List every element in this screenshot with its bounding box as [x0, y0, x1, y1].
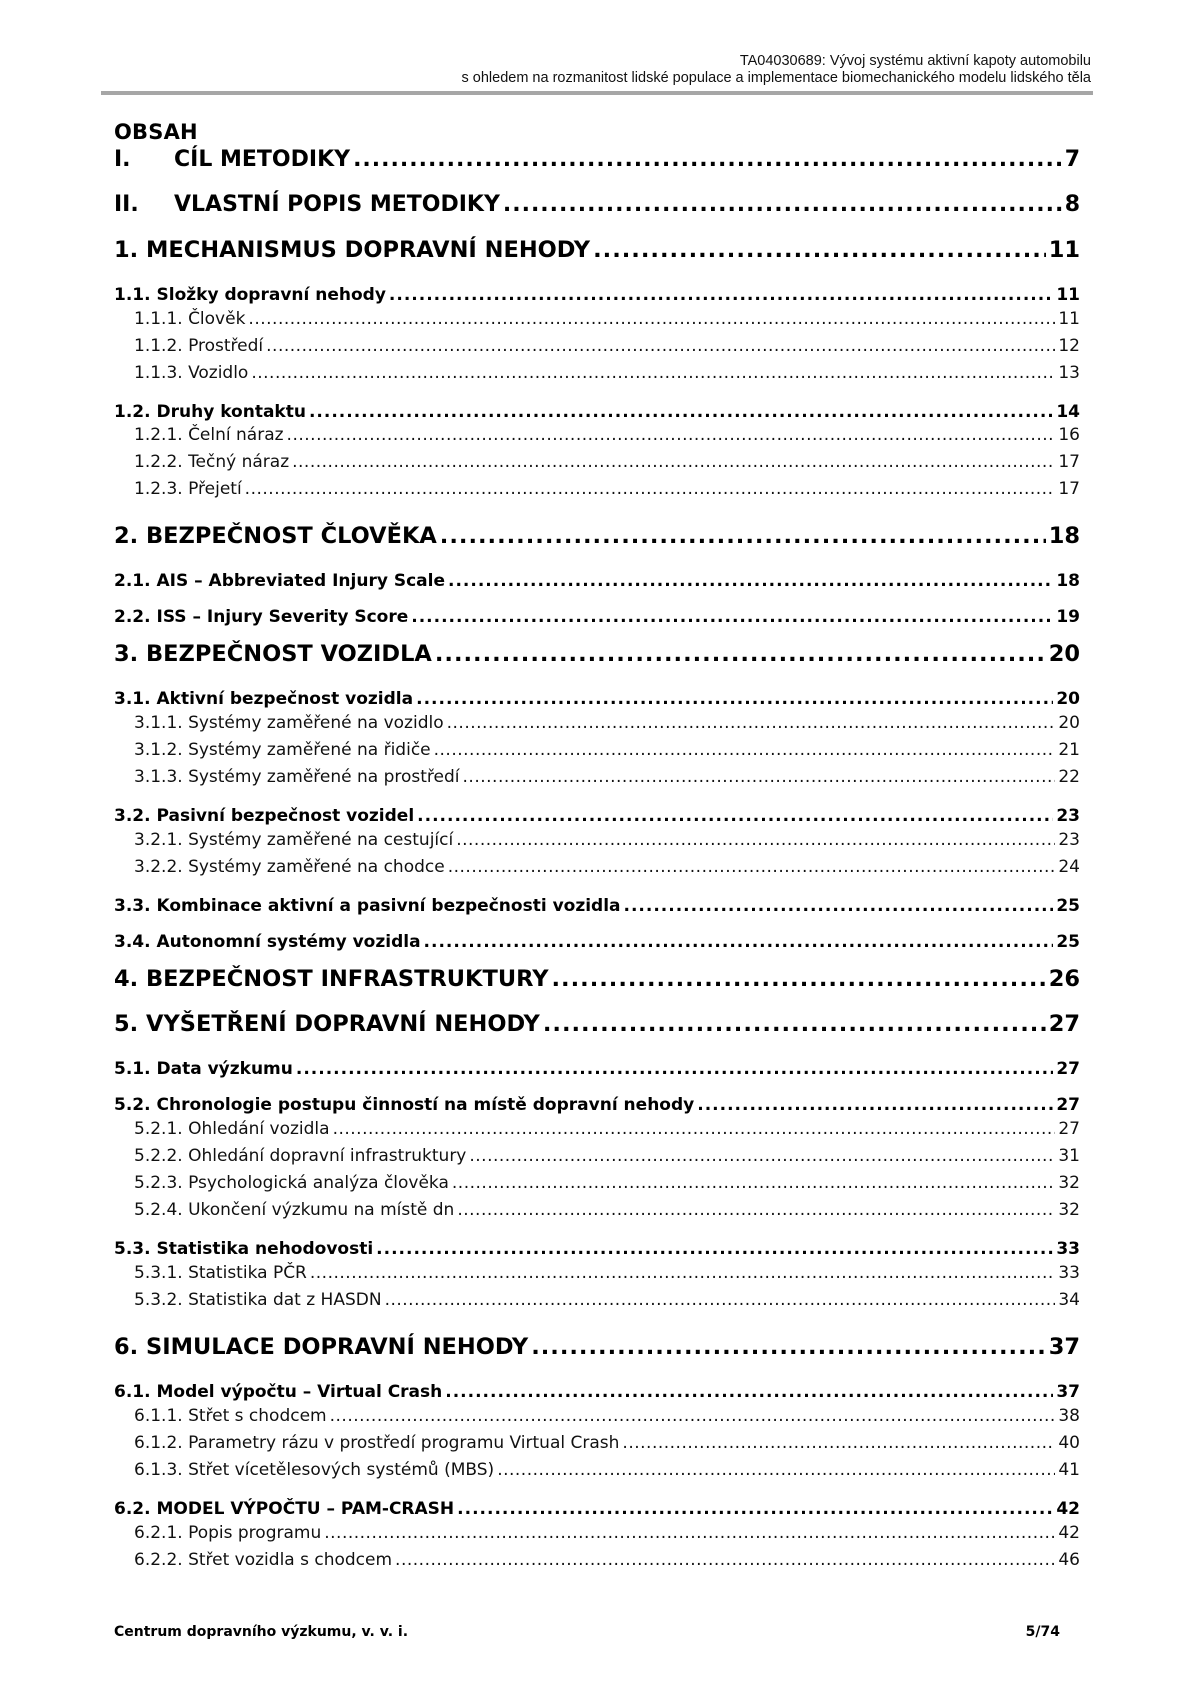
- toc-entry-page-number: 40: [1058, 1433, 1080, 1453]
- dot-leader: [385, 1290, 1056, 1310]
- toc-entry-title: 1.2.2. Tečný náraz: [134, 452, 290, 472]
- toc-entry-page-number: 27: [1048, 1011, 1080, 1037]
- toc-entry-page-number: 42: [1058, 1523, 1080, 1543]
- toc-entry[interactable]: [114, 966, 1080, 992]
- toc-entry[interactable]: [114, 571, 1080, 591]
- toc-entry[interactable]: [114, 641, 1080, 667]
- toc-entry-page-number: 33: [1058, 1263, 1080, 1283]
- toc-entry-title: 2.1. AIS – Abbreviated Injury Scale: [114, 571, 445, 591]
- toc-entry-page-number: 34: [1058, 1290, 1080, 1310]
- toc-entry-page-number: 21: [1058, 740, 1080, 760]
- toc-entry-page-number: 25: [1056, 932, 1080, 952]
- dot-leader: [296, 1059, 1053, 1079]
- toc-entry-page-number: 13: [1058, 363, 1080, 383]
- toc-entry-page-number: 38: [1058, 1406, 1080, 1426]
- dot-leader: [416, 689, 1053, 709]
- toc-entry[interactable]: [114, 452, 1080, 472]
- toc-entry-page-number: 11: [1048, 237, 1080, 263]
- toc-entry-title: 2.2. ISS – Injury Severity Score: [114, 607, 409, 627]
- toc-entry[interactable]: [114, 309, 1080, 329]
- toc-entry[interactable]: [114, 1550, 1080, 1570]
- toc-entry-title: 3.3. Kombinace aktivní a pasivní bezpečnosti vozidla: [114, 896, 621, 916]
- toc-entry-title: 1.1.3. Vozidlo: [134, 363, 249, 383]
- toc-entry-page-number: 20: [1058, 713, 1080, 733]
- dot-leader: [697, 1095, 1053, 1115]
- toc-entry-title: CÍL METODIKY: [174, 147, 351, 172]
- toc-entry-page-number: 37: [1048, 1334, 1080, 1360]
- toc-entry-title: 3.1.3. Systémy zaměřené na prostředí: [134, 767, 460, 787]
- toc-entry-title: VLASTNÍ POPIS METODIKY: [174, 192, 500, 217]
- toc-entry-page-number: 32: [1058, 1200, 1080, 1220]
- toc-entry-title: 3.2. Pasivní bezpečnost vozidel: [114, 806, 415, 826]
- toc-entry-page-number: 23: [1058, 830, 1080, 850]
- dot-leader: [287, 425, 1056, 445]
- toc-entry[interactable]: [114, 1406, 1080, 1426]
- dot-leader: [424, 932, 1054, 952]
- toc-entry[interactable]: [114, 857, 1080, 877]
- toc-entry-page-number: 20: [1048, 641, 1080, 667]
- footer-page-number: 5/74: [1025, 1624, 1060, 1640]
- toc-entry[interactable]: [114, 1119, 1080, 1139]
- toc-entry-title: 6.1. Model výpočtu – Virtual Crash: [114, 1382, 443, 1402]
- toc-entry[interactable]: [114, 336, 1080, 356]
- toc-entry-title: 6.2.1. Popis programu: [134, 1523, 322, 1543]
- toc-entry[interactable]: [114, 830, 1080, 850]
- dot-leader: [503, 192, 1062, 217]
- toc-entry[interactable]: [114, 1460, 1080, 1480]
- toc-entry-title: 5.2.4. Ukončení výzkumu na místě dn: [134, 1200, 455, 1220]
- dot-leader: [248, 309, 1055, 329]
- toc-entry-title: 5.3.2. Statistika dat z HASDN: [134, 1290, 382, 1310]
- toc-entry[interactable]: [114, 1239, 1080, 1259]
- toc-title: OBSAH: [114, 120, 198, 144]
- toc-entry[interactable]: [114, 713, 1080, 733]
- toc-entry-title: 6.2. MODEL VÝPOČTU – PAM-CRASH: [114, 1499, 455, 1519]
- toc-entry[interactable]: [114, 147, 1080, 172]
- toc-entry[interactable]: [114, 1011, 1080, 1037]
- toc-entry-page-number: 19: [1056, 607, 1080, 627]
- toc-entry-page-number: 33: [1056, 1239, 1080, 1259]
- dot-leader: [452, 1173, 1055, 1193]
- toc-entry[interactable]: [114, 523, 1080, 549]
- toc-entry-title: 6. SIMULACE DOPRAVNÍ NEHODY: [114, 1334, 529, 1360]
- dot-leader: [593, 237, 1046, 263]
- toc-entry-page-number: 18: [1056, 571, 1080, 591]
- toc-entry[interactable]: [114, 363, 1080, 383]
- dot-leader: [411, 607, 1053, 627]
- dot-leader: [445, 1382, 1053, 1402]
- toc-entry-title: 1.2. Druhy kontaktu: [114, 402, 306, 422]
- dot-leader: [448, 571, 1053, 591]
- toc-entry[interactable]: [114, 1382, 1080, 1402]
- dot-leader: [440, 523, 1046, 549]
- toc-entry-title: 5.2.1. Ohledání vozidla: [134, 1119, 330, 1139]
- toc-entry-page-number: 8: [1064, 192, 1080, 217]
- dot-leader: [469, 1146, 1055, 1166]
- toc-entry-page-number: 32: [1058, 1173, 1080, 1193]
- toc-entry-title: 3.1.1. Systémy zaměřené na vozidlo: [134, 713, 444, 733]
- toc-entry-title: 3. BEZPEČNOST VOZIDLA: [114, 641, 432, 667]
- toc-entry-page-number: 17: [1058, 452, 1080, 472]
- dot-leader: [309, 402, 1053, 422]
- dot-leader: [376, 1239, 1053, 1259]
- toc-entry-title: 1.1. Složky dopravní nehody: [114, 285, 386, 305]
- dot-leader: [251, 363, 1055, 383]
- toc-entry[interactable]: [114, 1334, 1080, 1360]
- toc-entry-page-number: 25: [1056, 896, 1080, 916]
- toc-entry-page-number: 7: [1064, 147, 1080, 172]
- toc-entry[interactable]: [114, 1146, 1080, 1166]
- toc-entry-title: 3.4. Autonomní systémy vozidla: [114, 932, 421, 952]
- toc-entry[interactable]: [114, 607, 1080, 627]
- header-divider: [101, 91, 1093, 95]
- toc-entry[interactable]: [114, 1173, 1080, 1193]
- dot-leader: [497, 1460, 1055, 1480]
- toc-entry[interactable]: [114, 1059, 1080, 1079]
- toc-entry-title: 3.1. Aktivní bezpečnost vozidla: [114, 689, 414, 709]
- toc-entry-page-number: 20: [1056, 689, 1080, 709]
- toc-entry[interactable]: [114, 402, 1080, 422]
- dot-leader: [333, 1119, 1056, 1139]
- toc-entry-title: 6.1.1. Střet s chodcem: [134, 1406, 327, 1426]
- toc-entry-page-number: 37: [1056, 1382, 1080, 1402]
- toc-entry-page-number: 12: [1058, 336, 1080, 356]
- toc-entry[interactable]: [114, 932, 1080, 952]
- toc-entry-title: 1.1.2. Prostředí: [134, 336, 264, 356]
- dot-leader: [417, 806, 1053, 826]
- toc-entry-title: 3.1.2. Systémy zaměřené na řidiče: [134, 740, 431, 760]
- toc-entry-page-number: 11: [1056, 285, 1080, 305]
- running-header: [462, 53, 1092, 87]
- toc-entry[interactable]: [114, 479, 1080, 499]
- toc-entry-page-number: 27: [1056, 1059, 1080, 1079]
- toc-entry-page-number: 42: [1056, 1499, 1080, 1519]
- toc-entry-page-number: 16: [1058, 425, 1080, 445]
- toc-entry-title: 5.2. Chronologie postupu činností na místě dopravní nehody: [114, 1095, 695, 1115]
- dot-leader: [531, 1334, 1046, 1360]
- toc-entry-title: 1.2.3. Přejetí: [134, 479, 242, 499]
- toc-entry[interactable]: [114, 1499, 1080, 1519]
- toc-entry-title: 6.2.2. Střet vozidla s chodcem: [134, 1550, 393, 1570]
- toc-entry[interactable]: [114, 237, 1080, 263]
- dot-leader: [245, 479, 1056, 499]
- toc-entry-title: 5.3. Statistika nehodovosti: [114, 1239, 374, 1259]
- toc-entry-title: 5.1. Data výzkumu: [114, 1059, 293, 1079]
- dot-leader: [389, 285, 1053, 305]
- toc-entry[interactable]: [114, 689, 1080, 709]
- dot-leader: [435, 641, 1046, 667]
- dot-leader: [324, 1523, 1055, 1543]
- dot-leader: [624, 896, 1054, 916]
- toc-entry-title: 5.3.1. Statistika PČR: [134, 1263, 307, 1283]
- toc-entry[interactable]: [114, 767, 1080, 787]
- toc-entry[interactable]: [114, 896, 1080, 916]
- toc-entry[interactable]: [114, 285, 1080, 305]
- toc-entry[interactable]: [114, 806, 1080, 826]
- toc-entry-roman-numeral: I.: [114, 147, 131, 172]
- toc-entry-title: 4. BEZPEČNOST INFRASTRUKTURY: [114, 966, 549, 992]
- dot-leader: [448, 857, 1056, 877]
- toc-entry-title: 3.2.2. Systémy zaměřené na chodce: [134, 857, 445, 877]
- toc-entry-page-number: 18: [1048, 523, 1080, 549]
- toc-entry[interactable]: [114, 1263, 1080, 1283]
- toc-entry-page-number: 31: [1058, 1146, 1080, 1166]
- toc-entry-title: 2. BEZPEČNOST ČLOVĚKA: [114, 523, 437, 549]
- toc-entry-page-number: 26: [1048, 966, 1080, 992]
- toc-entry[interactable]: [114, 1433, 1080, 1453]
- dot-leader: [543, 1011, 1046, 1037]
- dot-leader: [330, 1406, 1056, 1426]
- toc-entry-title: 6.1.2. Parametry rázu v prostředí programu Virtual Crash: [134, 1433, 620, 1453]
- toc-entry-page-number: 27: [1056, 1095, 1080, 1115]
- dot-leader: [456, 830, 1055, 850]
- toc-entry-page-number: 17: [1058, 479, 1080, 499]
- dot-leader: [457, 1499, 1053, 1519]
- header-project-line: TA04030689: Vývoj systému aktivní kapoty automobilu: [739, 53, 1091, 69]
- toc-entry-title: 1.2.1. Čelní náraz: [134, 425, 284, 445]
- toc-entry-page-number: 23: [1056, 806, 1080, 826]
- toc-entry-title: 3.2.1. Systémy zaměřené na cestující: [134, 830, 454, 850]
- toc-entry[interactable]: [114, 192, 1080, 217]
- toc-entry-title: 1.1.1. Člověk: [134, 309, 246, 329]
- dot-leader: [552, 966, 1046, 992]
- toc-entry-page-number: 22: [1058, 767, 1080, 787]
- dot-leader: [447, 713, 1056, 733]
- footer-organization: Centrum dopravního výzkumu, v. v. i.: [114, 1624, 409, 1640]
- toc-entry-title: 5. VYŠETŘENÍ DOPRAVNÍ NEHODY: [114, 1011, 540, 1037]
- toc-entry-title: 1. MECHANISMUS DOPRAVNÍ NEHODY: [114, 237, 591, 263]
- dot-leader: [457, 1200, 1055, 1220]
- toc-entry-page-number: 24: [1058, 857, 1080, 877]
- toc-entry[interactable]: [114, 1523, 1080, 1543]
- toc-entry[interactable]: [114, 1200, 1080, 1220]
- header-subtitle-line: s ohledem na rozmanitost lidské populace a implementace biomechanického modelu lidského těla: [461, 70, 1091, 86]
- dot-leader: [622, 1433, 1055, 1453]
- toc-entry[interactable]: [114, 1290, 1080, 1310]
- toc-entry-page-number: 27: [1058, 1119, 1080, 1139]
- toc-entry[interactable]: [114, 1095, 1080, 1115]
- dot-leader: [310, 1263, 1055, 1283]
- toc-entry-title: 6.1.3. Střet vícetělesových systémů (MBS): [134, 1460, 495, 1480]
- dot-leader: [292, 452, 1055, 472]
- dot-leader: [395, 1550, 1055, 1570]
- toc-entry-page-number: 11: [1058, 309, 1080, 329]
- toc-entry-title: 5.2.3. Psychologická analýza člověka: [134, 1173, 449, 1193]
- toc-entry-title: 5.2.2. Ohledání dopravní infrastruktury: [134, 1146, 467, 1166]
- toc-entry-page-number: 46: [1058, 1550, 1080, 1570]
- toc-entry-page-number: 14: [1056, 402, 1080, 422]
- dot-leader: [266, 336, 1055, 356]
- toc-entry[interactable]: [114, 740, 1080, 760]
- dot-leader: [353, 147, 1062, 172]
- toc-entry-roman-numeral: II.: [114, 192, 139, 217]
- dot-leader: [463, 767, 1056, 787]
- dot-leader: [434, 740, 1056, 760]
- toc-entry[interactable]: [114, 425, 1080, 445]
- toc-entry-page-number: 41: [1058, 1460, 1080, 1480]
